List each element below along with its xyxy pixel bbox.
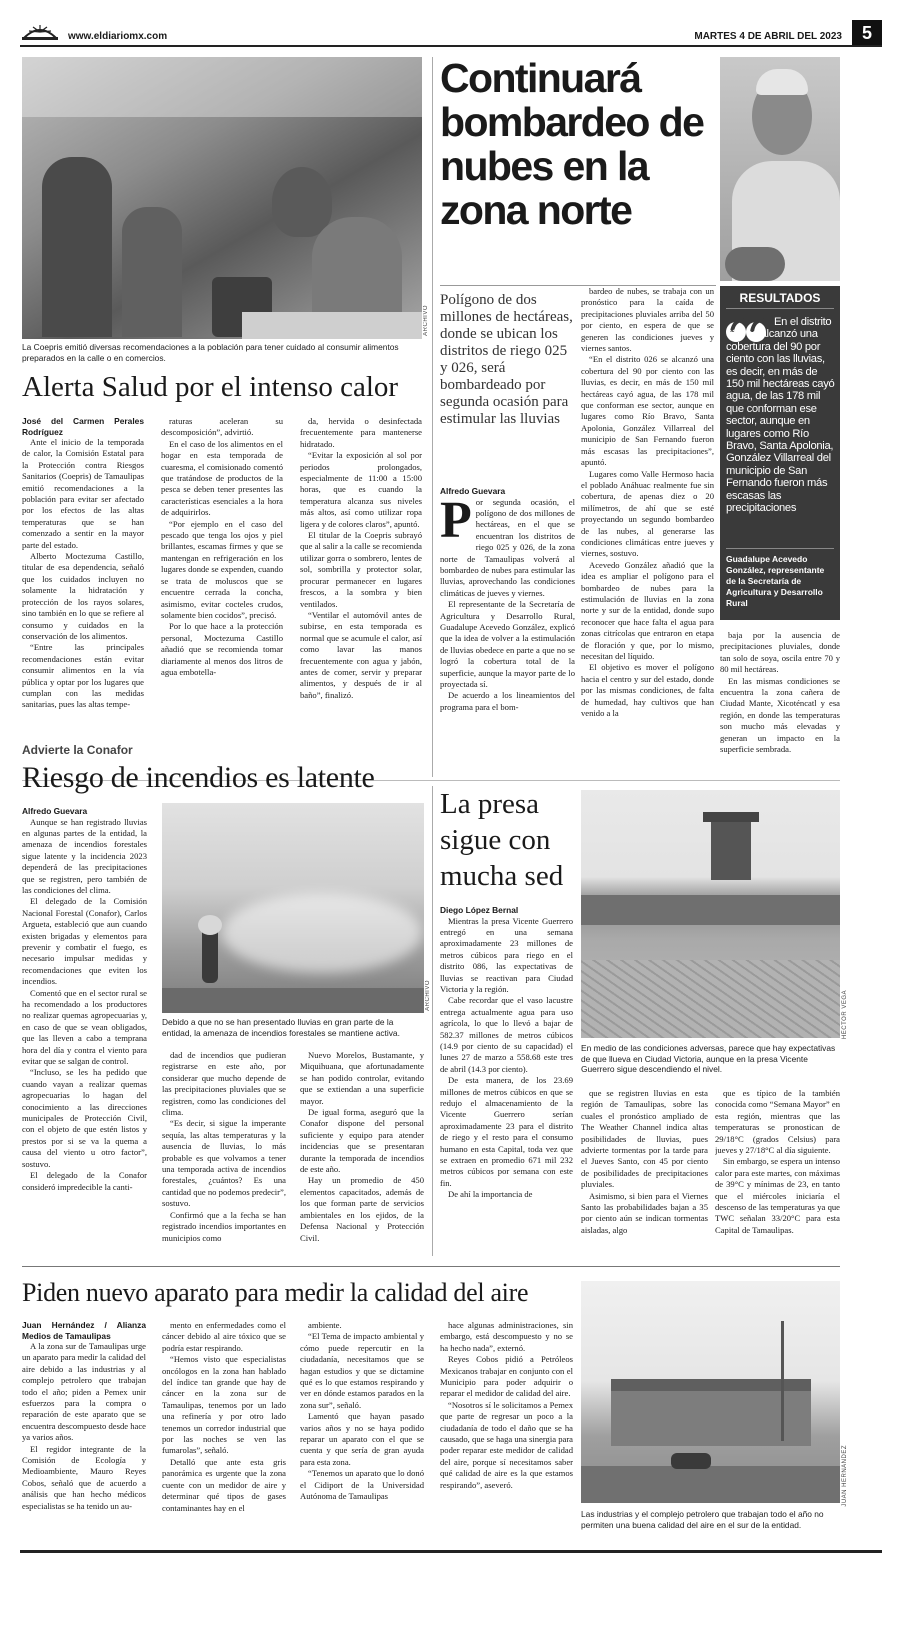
air-column-4: hace algunas administraciones, sin embargo, está descompuesto y no se ha hecho nada”, externó. Reyes Cobos pidió a Petróleos Mexicanos trabajar en conjunto con el Municipio para poder adquirir o reparar el medidor de calidad del aire. “Nosotros sí le solicitamos a Pemex que parte de regresar un poco a la ciudadanía de todo el daño que se ha causado, que se haga una sinergia para poder reparar este medidor de calidad del aire, porque sí necesitamos saber qué calidad de aire es la que estamos respirando”, aseveró. <box>440 1320 573 1490</box>
fires-headline: Riesgo de incendios es latente <box>22 761 375 794</box>
dam-photo-caption: En medio de las condiciones adversas, parece que hay expectativas de que llueva en Ciudad Victoria, aunque en la presa Vicente Guerrero sigue descendiendo el nivel. <box>581 1043 836 1074</box>
dam-column-1: Diego López Bernal Mientras la presa Vicente Guerrero entregó en una semana aproximadamente 23 millones de metros cúbicos para riego en el distrito 086, las expectativas de lluvias se reactivan para Ciudad Victoria y la región. Cabe recordar que el vaso lacustre entrega actualmente agua para uso agrícola, lo que lo llevó a bajar de 582.37 millones de metros cúbicos (14.9 por ciento de su capacidad) el lunes 27 de marzo a 558.68 este tres de abril (14.3 por ciento). De esta manera, de los 23.69 millones de metros cúbicos en que se redujo el almacenamiento de la Vicente Guerrero serían aproximadamente 23 para el distrito de riego y el resto para el consumo humano en esta Capital, toda vez que se extraen en promedio 671 mil 232 metros cúbicos por semana con este fin. De ahí la importancia de <box>440 905 573 1200</box>
air-headline: Piden nuevo aparato para medir la calidad del aire <box>22 1278 529 1307</box>
fires-photo-caption: Debido a que no se han presentado lluvias en gran parte de la entidad, la amenaza de incendios forestales se mantiene activa. <box>162 1017 400 1038</box>
clouds-dropcap: P <box>440 491 472 549</box>
sidebar-quote: En el distrito 026 se alcanzó una cobertura del 90 por ciento con las lluvias, es decir, en más de 150 mil hectáreas cayó agua, de las 178 mil que conforman ese sector, aunque en lugares como Río Bravo, Santa Apolonia, González Villarreal del municipio de San Fernando fueron más escasas las precipitaciones <box>726 316 835 515</box>
refinery-photo <box>581 1281 840 1503</box>
website-url: www.eldiariomx.com <box>68 31 168 42</box>
clouds-deck: Polígono de dos millones de hectáreas, donde se ubican los distritos de riego 025 y 026, será bombardeado por segunda ocasión para estimular las lluvias <box>440 292 573 427</box>
footer-rule <box>20 1550 882 1553</box>
clouds-byline: Alfredo Guevara <box>440 486 506 496</box>
page-header <box>20 18 882 46</box>
dam-column-2: que se registren lluvias en esta región de Tamaulipas, sobre las cuales el pronóstico ampliado de The Weather Channel indica altas posibilidades de lluvias, pues advierte tormentas por la tarde para el Jueves Santo, con 45 por ciento de posibilidades de precipitaciones pluviales. Asimismo, si bien para el Viernes Santo las probabilidades bajan a 35 por ciento aún se indican tormentas aisladas, algo <box>581 1088 708 1235</box>
newspaper-logo-icon <box>22 24 58 40</box>
air-photo-caption: Las industrias y el complejo petrolero que trabajan todo el año no permiten una buena calidad del aire en el sur de la entidad. <box>581 1509 824 1530</box>
dam-photo-credit: HÉCTOR VEGA <box>842 990 848 1040</box>
air-column-1: Juan Hernández / Alianza Medios de Tamaulipas A la zona sur de Tamaulipas urge un aparato para medir la calidad del aire debido a las industrias y al complejo petrolero que trabajan todo el año; piden a Pemex unir esfuerzos para la compra o reparación de este aparato que se encuentra descompuesto desde hace ya varios años. El regidor integrante de la Comisión de Ecología y Medioambiente, Mauro Reyes Cobos, señaló que de acuerdo a análisis que han hecho médicos especialistas se ha tenido un au- <box>22 1320 146 1511</box>
heat-photo-credit: ARCHIVO <box>423 305 429 336</box>
fires-photo-credit: ARCHIVO <box>425 980 431 1011</box>
heat-headline: Alerta Salud por el intenso calor <box>22 371 399 403</box>
fires-column-3: Nuevo Morelos, Bustamante, y Miquihuana, que afortunadamente se han podido controlar, evitando que se extiendan a una superficie mayor. De igual forma, aseguró que la Conafor dispone del personal suficiente y equipo para atender incidencias que se presentaran durante la temporada de incendios de este año. Hay un promedio de 450 elementos capacitados, además de los que forman parte de servicios ambientales en los ejidos, de la Defensa Nacional y Protección Civil. <box>300 1050 424 1243</box>
clouds-column-3: baja por la ausencia de precipitaciones pluviales, donde tan solo de soya, oscila entre 70 y 80 mil hectáreas. En las mismas condiciones se encuentra la zona cañera de Ciudad Mante, Xicoténcatl y esa región, en donde las temperaturas son mucho más elevadas y generan un impacto en la superficie sembrada. <box>720 630 840 755</box>
section-divider <box>22 1266 840 1267</box>
clouds-headline: Continuará bombardeo de nubes en la zona norte <box>440 55 704 233</box>
official-portrait-photo <box>720 57 840 281</box>
clouds-column-1: Alfredo Guevara Por segunda ocasión, el polígono de dos millones de hectáreas, en el que se encuentran los distritos de riego 025 y 026, de la zona norte de Tamaulipas volverá al bombardeo de nubes para estimular las lluvias, aprovechando las condiciones climáticas de jueves y viernes. El representante de la Secretaría de Agricultura y Desarrollo Rural, Guadalupe Acevedo González, explicó que la idea de volver a la estimulación de lluvias obedece en parte a que no se logró la cobertura total de la superficie, aunque la mayor parte de lo proyectada sí. De acuerdo a los lineamientos del programa para el bom- <box>440 486 575 712</box>
header-rule <box>20 45 882 47</box>
air-photo-credit: JUAN HERNÁNDEZ <box>842 1445 848 1507</box>
heat-byline: José del Carmen Perales Rodríguez <box>22 416 144 437</box>
dam-headline: La presa sigue con mucha sed <box>440 788 564 892</box>
firefighter-photo <box>162 803 424 1013</box>
fires-byline: Alfredo Guevara <box>22 806 88 816</box>
heat-column-1: José del Carmen Perales Rodríguez Ante el inicio de la temporada de calor, la Comisión Estatal para la Protección contra Riesgos Sanitarios (Coepris) de Tamaulipas emitió recomendaciones a la población para evitar ser afectado por los efectos de las altas temperaturas que se han comenzado a sentir en la mayor parte del estado. Alberto Moctezuma Castillo, titular de esa dependencia, señaló que los cuidados incluyen no solamente la hidratación y protección de los rayos solares, sino también en lo que se refiere al consumo y cuidados en la conservación de los alimentos. “Entre las principales recomendaciones están evitar consumir alimentos en la vía pública y optar por los lugares que cumplan con las medidas sanitarias, pues las altas tempe- <box>22 416 144 710</box>
heat-column-2: raturas aceleran su descomposición”, advirtió. En el caso de los alimentos en el hogar en esta temporada de cuaresma, el comisionado comentó que tratándose de productos de la pesca se deben tener presentes las características esenciales a la hora de adquirirlos. “Por ejemplo en el caso del pescado que tenga los ojos y piel brillantes, escamas firmes y que se mantengan en refrigeración en los lugares donde se expenden, cuando se trata de moluscos que se encuentre cerrada la concha, asimismo, evitar cocteles crudos, solamente bien cocidos”, precisó. Por lo que hace a la protección personal, Moctezuma Castillo añadió que se recomienda tomar diariamente al menos dos litros de agua embotella- <box>161 416 283 677</box>
fires-kicker: Advierte la Conafor <box>22 743 133 757</box>
dam-photo <box>581 790 840 1038</box>
header-date: MARTES 4 DE ABRIL DEL 2023 <box>694 31 842 42</box>
air-column-3: ambiente. “El Tema de impacto ambiental y cómo puede repercutir en la ciudadanía, necesitamos que se hagan estudios y que se dictamine qué es lo que estamos respirando y ver en dónde estamos parados en la zona sur”, señaló. Lamentó que hayan pasado varios años y no se haya podido reparar un aparato con el que se cuenta y que sería de gran ayuda para esta zona. “Tenemos un aparato que lo donó el Cidiport de la Universidad Autónoma de Tamaulipas <box>300 1320 424 1502</box>
sidebar-attribution: Guadalupe Acevedo González, representante de la Secretaría de Agricultura y Desarrollo Rural <box>726 554 825 608</box>
food-stall-photo <box>22 57 422 339</box>
dam-column-3: que es típico de la también conocida como “Semana Mayor” en esta región, mientras que las temperaturas se pronostican de 29/18°C (grados Celsius) para jueves y 27/18°C al día siguiente. Sin embargo, se espera un intenso calor para este martes, con máximas de 39°C y mínimas de 23, en tanto que el miércoles iniciaría el descenso de las temperaturas ya que TWC señalan 33/20°C para esta Capital de Tamaulipas. <box>715 1088 840 1235</box>
dam-byline: Diego López Bernal <box>440 905 519 915</box>
vertical-divider-middle <box>432 786 433 1256</box>
heat-photo-caption: La Coepris emitió diversas recomendaciones a la población para tener cuidado al consumir alimentos preparados en la calle o en comercios. <box>22 342 399 363</box>
air-byline: Juan Hernández / Alianza Medios de Tamaulipas <box>22 1320 146 1341</box>
sidebar-title: RESULTADOS <box>739 291 821 305</box>
results-sidebar <box>720 286 840 620</box>
heat-column-3: da, hervida o desinfectada frecuentemente para mantenerse hidratado. “Evitar la exposición al sol por periodos prolongados, especialmente de 11:00 a 15:00 horas, que es cuando la temperatura alcanza sus niveles más altos, así como utilizar ropa ligera y de colores claros”, apuntó. El titular de la Coepris subrayó que al salir a la calle se recomienda utilizar gorra o sombrero, lentes de sol, sombrilla y protector solar, procurar permanecer en lugares frescos, a la sombra y bien ventilados. “Ventilar el automóvil antes de subirse, en esta temporada es normal que se acumule el calor, así como lavar las manos frecuentemente con agua y jabón, antes de comer, servir y preparar alimentos, y después de ir al baño”, finalizó. <box>300 416 422 700</box>
air-column-2: mento en enfermedades como el cáncer debido al aire tóxico que se podría estar respirando. “Hemos visto que especialistas oncólogos en la zona han hablado del índice tan grande que hay de cáncer en la zona sur de Tamaulipas, tenemos por un lado una refinería y por otro lado tenemos un corredor industrial que por las noches se ven las fumarolas”, señaló. Detalló que ante esta gris panorámica es urgente que la zona cuente con un medidor de aire y determinar qué tipos de gases contaminantes hay en el <box>162 1320 286 1513</box>
fires-column-2: dad de incendios que pudieran registrarse en este año, por considerar que mucho depende de las precipitaciones pluviales que se registren, como las condiciones del clima. “Es decir, si sigue la imperante sequía, las altas temperaturas y la ausencia de lluvias, lo más probable es que volvamos a tener una temporada activa de incendios forestales, ¿cuántos? Es una cantidad que no podemos predecir”, sostuvo. Confirmó que a la fecha se han registrado incendios importantes en municipios como <box>162 1050 286 1243</box>
page-number: 5 <box>852 20 882 46</box>
clouds-column-2: bardeo de nubes, se trabaja con un pronóstico para la caída de precipitaciones pluviales arriba del 50 por ciento, en espera de que se generen las condiciones jueves y viernes santos. “En el distrito 026 se alcanzó una cobertura del 90 por ciento con las lluvias, es decir, en más de 150 mil hectáreas cayó agua, de las 178 mil que conforman ese sector, aunque en lugares como Río Bravo, Santa Apolonia, González Villarreal del municipio de San Fernando fueron más escasas las precipitaciones”, apuntó. Lugares como Valle Hermoso hacia el poblado Anáhuac realmente fue sin cobertura, de apenas diez o 20 milímetros, de ahí que se esté proyectando un segundo bombardeo de las nubes, al generarse las condiciones climáticas entre jueves y viernes, sostuvo. Acevedo González añadió que la idea es ampliar el polígono para el bombardeo de nubes para la estimulación de lluvias en la zona norte y sur de la entidad, donde supo reconocer que hace falta el agua para zonas citrícolas que entraron en etapa de floración y que, por lo mismo, necesitan del líquido. El objetivo es mover el polígono hacia el centro y sur del estado, donde por las mismas condiciones, de falta de humedad, hay cultivos que han venido a la <box>581 286 714 719</box>
fires-column-1: Alfredo Guevara Aunque se han registrado lluvias en algunas partes de la entidad, la amenaza de incendios forestales sigue latente y la incidencia 2023 dependerá de las precipitaciones que se registren, pero también de las condiciones del clima. El delegado de la Comisión Nacional Forestal (Conafor), Carlos Argueta, estableció que aun cuando existen brigadas y elementos para prevenir y combatir el fuego, es necesario impulsar medidas y recomendaciones que eviten los incendios. Comentó que en el sector rural se ha recomendado a los productores no realizar quemas agropecuarias y, en caso de que se vean obligados, que las lleven a cabo a temprana hora del día y contra el viento para evitar que se salgan de control. “Incluso, se les ha pedido que cuando vayan a realizar quemas agropecuarias lo hagan del conocimiento a las direcciones municipales de Protección Civil, con el objeto de que estén listos y prestos por si se va la quema a causa del viento u otro factor”, sostuvo. El delegado de la Conafor consideró impredecible la canti- <box>22 806 147 1192</box>
vertical-divider-top <box>432 57 433 777</box>
